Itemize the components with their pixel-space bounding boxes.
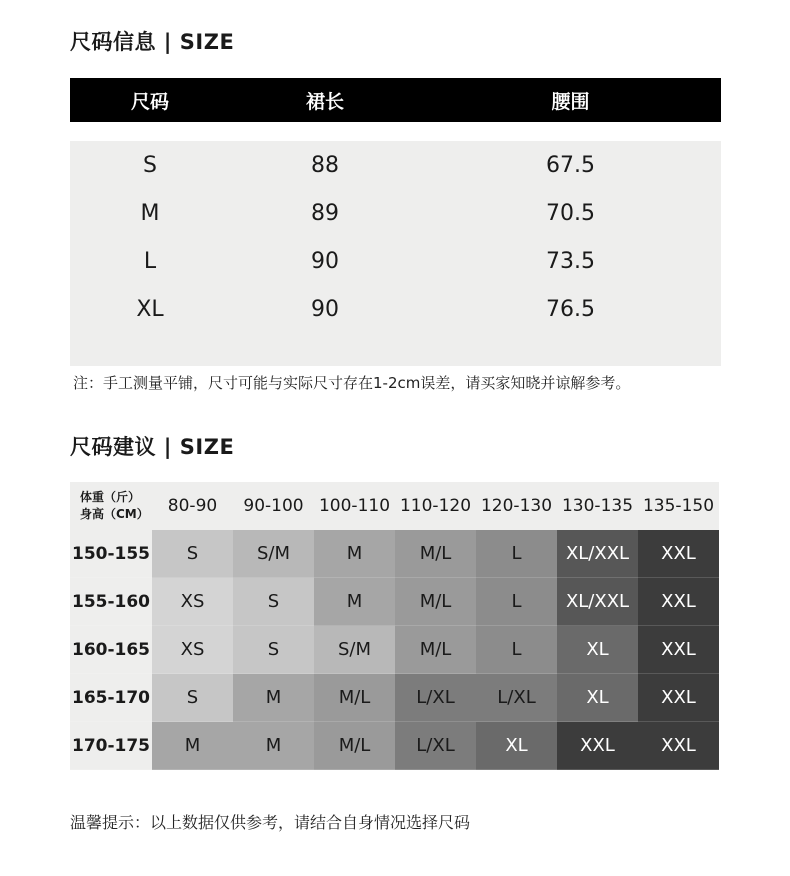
size-cell: M [314,578,395,626]
size-cell: L [476,530,557,578]
size-cell: XXL [638,578,719,626]
size-cell: XL [557,674,638,722]
grid-row [70,722,719,770]
size-cell: L/XL [395,722,476,770]
size-cell: S [233,578,314,626]
weight-range-header: 120-130 [480,496,553,516]
cell-length: 90 [311,296,339,322]
weight-range-header: 110-120 [399,496,472,516]
grid-row [70,530,719,578]
size-cell: S [152,674,233,722]
size-cell: L [476,626,557,674]
size-cell: XS [152,578,233,626]
header-skirt-length: 裙长 [305,90,344,113]
header-waist: 腰围 [551,90,590,113]
height-range-label: 170-175 [70,722,152,770]
size-cell: S [233,626,314,674]
height-axis-label: 身高（CM） [80,507,149,521]
weight-axis-label: 体重（斤） [80,490,141,504]
size-cell: L/XL [395,674,476,722]
size-cell: M/L [395,530,476,578]
grid-header-row [70,482,719,530]
grid-corner-label [70,482,152,530]
size-cell: M [233,722,314,770]
cell-waist: 67.5 [546,152,595,178]
size-cell: M [152,722,233,770]
size-cell: XS [152,626,233,674]
cell-length: 88 [311,152,339,178]
cell-size: S [143,152,157,178]
header-size: 尺码 [130,90,169,113]
size-cell: XXL [638,530,719,578]
size-cell: XL [557,626,638,674]
size-cell: S [152,530,233,578]
size-info-title: 尺码信息 | SIZE [70,30,235,54]
cell-waist: 73.5 [546,248,595,274]
size-cell: XXL [557,722,638,770]
cell-length: 89 [311,200,339,226]
size-cell: XXL [638,722,719,770]
table-row [70,237,721,285]
grid-row [70,674,719,722]
size-cell: XL [476,722,557,770]
weight-range-header: 90-100 [243,496,304,516]
size-cell: M/L [314,674,395,722]
cell-length: 90 [311,248,339,274]
size-info-table [70,78,721,366]
height-range-label: 160-165 [70,626,152,674]
size-cell: XXL [638,626,719,674]
height-range-label: 150-155 [70,530,152,578]
size-info-body [70,141,721,366]
table-row [70,189,721,237]
cell-size: XL [136,296,164,322]
size-cell: L [476,578,557,626]
size-cell: XL/XXL [557,530,638,578]
height-range-label: 165-170 [70,674,152,722]
size-cell: XL/XXL [557,578,638,626]
size-cell: M [314,530,395,578]
table-row [70,285,721,333]
cell-size: L [143,248,157,274]
height-range-label: 155-160 [70,578,152,626]
size-cell: S/M [233,530,314,578]
footer-tip: 温馨提示：以上数据仅供参考，请结合自身情况选择尺码 [70,813,471,832]
size-cell: M/L [314,722,395,770]
size-cell: M [233,674,314,722]
weight-range-header: 135-150 [642,496,715,516]
cell-size: M [140,200,160,226]
weight-range-header: 80-90 [167,496,218,516]
grid-row [70,578,719,626]
grid-row [70,626,719,674]
measurement-note: 注：手工测量平铺，尺寸可能与实际尺寸存在1-2cm误差，请买家知晓并谅解参考。 [73,374,631,392]
size-cell: XXL [638,674,719,722]
cell-waist: 70.5 [546,200,595,226]
weight-range-header: 100-110 [318,496,391,516]
size-info-header [70,78,721,122]
size-recommendation-title: 尺码建议 | SIZE [70,435,235,459]
table-row [70,141,721,189]
size-recommendation-grid [70,482,719,770]
size-cell: M/L [395,578,476,626]
weight-range-header: 130-135 [561,496,634,516]
size-cell: M/L [395,626,476,674]
size-cell: L/XL [476,674,557,722]
size-cell: S/M [314,626,395,674]
cell-waist: 76.5 [546,296,595,322]
